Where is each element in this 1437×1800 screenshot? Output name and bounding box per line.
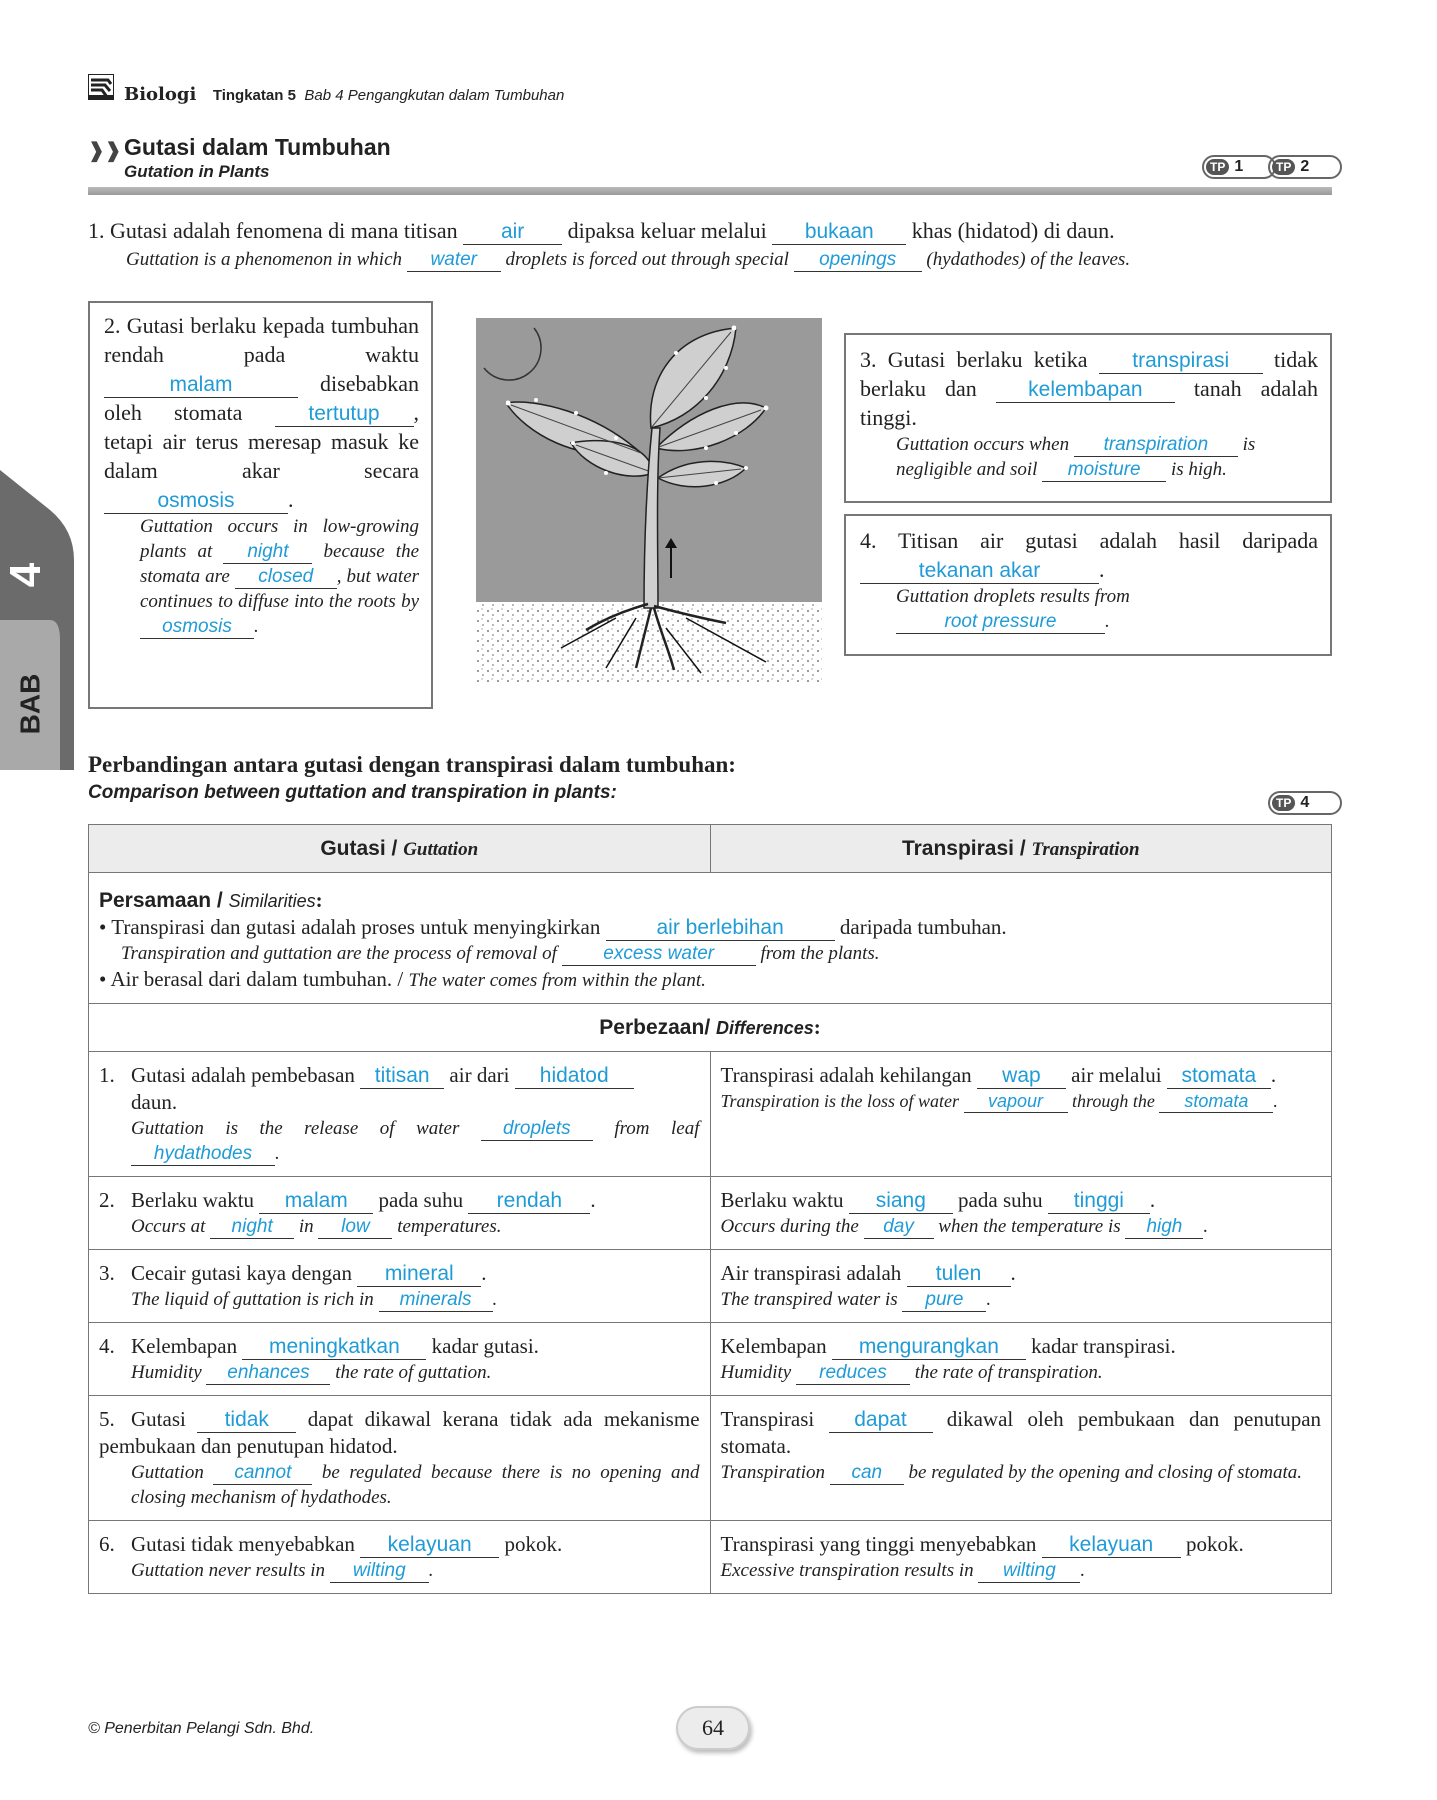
table-row: 6. Gutasi tidak menyebabkan kelayuan pokok. Guttation never results in wilting . Transpirasi yang tinggi menyebabkan kelayuan pokok. Excessive transpiration results in wilting . [89,1521,1332,1594]
q3-box: 3. Gutasi berlaku ketika transpirasi tidak berlaku dan kelembapan tanah adalah tinggi. Guttation occurs when transpiration is negligible and soil moisture is high. [844,333,1332,503]
col-guttation-header: Gutasi / Guttation [89,825,711,873]
chapter-label: Bab 4 Pengangkutan dalam Tumbuhan [304,87,565,104]
running-header [124,84,564,105]
differences-header-row: Perbezaan/ Differences: [89,1004,1332,1052]
table-row: 5. Gutasi tidak dapat dikawal kerana tidak ada mekanisme pembukaan dan penutupan hidatod. Guttation cannot be regulated because there is no opening and closing mechanism of hydathodes. Transpirasi dapat dikawal oleh pembukaan dan penutupan stomata. Transpiration can be regulated by the opening and closing of stomata. [89,1396,1332,1521]
section-rule [88,187,1332,195]
q1: 1. Gutasi adalah fenomena di mana titisan air dipaksa keluar melalui bukaan khas (hidatod) di daun. Guttation is a phenomenon in which water droplets is forced out through special openings (hydathodes) of the leaves. [88,218,1131,270]
guttation-plant-illustration [476,318,822,682]
table-row: 3. Cecair gutasi kaya dengan mineral . The liquid of guttation is rich in minerals . Air transpirasi adalah tulen . The transpired water is pure . [89,1250,1332,1323]
comparison-subtitle: Comparison between guttation and transpiration in plants: [88,782,617,803]
form-label: Tingkatan 5 [212,87,296,104]
chapter-side-tab [0,470,74,770]
section-title: Gutasi dalam Tumbuhan [124,134,391,160]
q2-box: 2. Gutasi berlaku kepada tumbuhan rendah pada waktu malam disebabkan oleh stomata tertutup , tetapi air terus meresap masuk ke dalam akar secara osmosis . Guttation occurs in low-growing plants at night because the stomata are closed , but water continues to diffuse into the roots by osmosis . [88,301,433,709]
table-row: 4. Kelembapan meningkatkan kadar gutasi. Humidity enhances the rate of guttation. Kelembapan mengurangkan kadar transpirasi. Humidity reduces the rate of transpiration. [89,1323,1332,1396]
section-subtitle: Gutation in Plants [124,162,270,181]
chapter-tab-label: BAB [14,673,46,735]
publisher-logo-icon [88,74,114,100]
chapter-number: 4 [1,562,51,588]
similarities-row: Persamaan / Similarities: • Transpirasi dan gutasi adalah proses untuk menyingkirkan air berlebihan daripada tumbuhan. Transpiration and guttation are the process of removal of excess water from the plants. • Air berasal dari dalam tumbuhan. / The water comes from within the plant. [89,873,1332,1004]
q4-box: 4. Titisan air gutasi adalah hasil daripada tekanan akar . Guttation droplets results from root pressure . [844,514,1332,656]
tp2-badge: TP 2 [1268,155,1342,179]
section-arrow-icon: ❱❱ [88,140,122,162]
comparison-table [88,824,1332,1594]
tp1-badge: TP 1 [1202,155,1276,179]
page-number: 64 [676,1706,750,1750]
table-header-row [89,825,1332,873]
table-row: 2. Berlaku waktu malam pada suhu rendah . Occurs at night in low temperatures. Berlaku waktu siang pada suhu tinggi . Occurs during the day when the temperature is high . [89,1177,1332,1250]
tp4-badge: TP 4 [1268,791,1342,815]
table-row: 1. Gutasi adalah pembebasan titisan air dari hidatod daun. Guttation is the release of water droplets from leaf hydathodes . Transpirasi adalah kehilangan wap air melalui stomata . Transpiration is the loss of water vapour through the stomata . [89,1052,1332,1177]
subject-label: Biologi [124,84,197,105]
col-transpiration-header: Transpirasi / Transpiration [710,825,1332,873]
copyright: © Penerbitan Pelangi Sdn. Bhd. [88,1720,315,1737]
comparison-title: Perbandingan antara gutasi dengan transpirasi dalam tumbuhan: [88,752,736,777]
